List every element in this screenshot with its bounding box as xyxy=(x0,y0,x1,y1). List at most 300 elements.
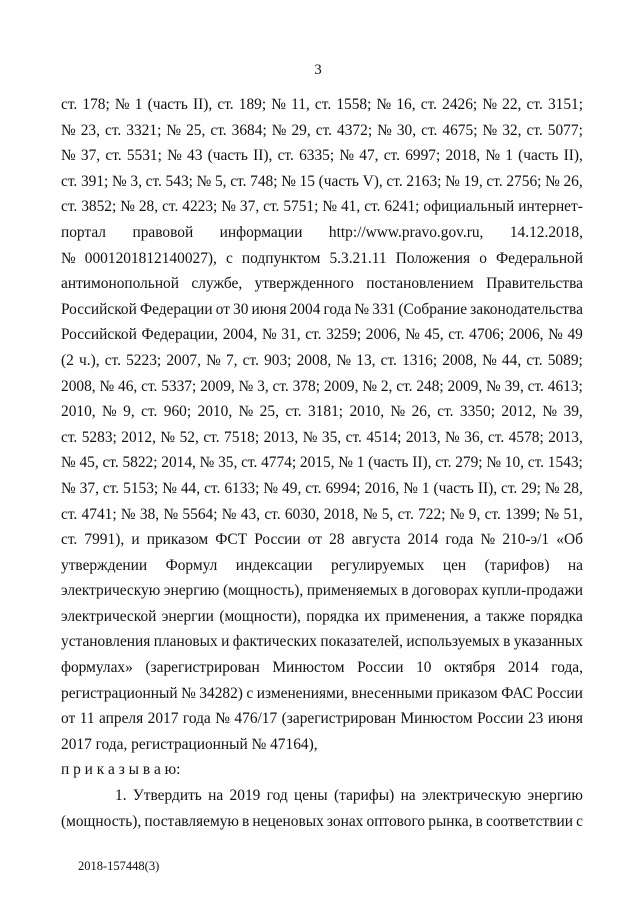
word: ст. xyxy=(396,377,413,395)
word: ФАС xyxy=(501,684,533,702)
word: № xyxy=(338,454,353,472)
word: № xyxy=(548,326,563,344)
word: приказом xyxy=(436,684,498,702)
word: и xyxy=(221,633,230,651)
word: 391; xyxy=(80,172,109,190)
text-line-last-content: 2017 года, регистрационный № 47164), xyxy=(61,735,318,753)
text-line-last xyxy=(61,732,583,758)
word: (зарегистрирован xyxy=(281,710,396,728)
word: 2010, xyxy=(61,403,96,421)
word: № xyxy=(166,121,182,139)
word: установления xyxy=(61,633,151,651)
word: № xyxy=(390,403,406,421)
text-line xyxy=(61,118,583,144)
word: 4675; xyxy=(442,121,478,139)
word: 3, xyxy=(257,377,269,395)
word: № xyxy=(61,147,76,165)
word: № xyxy=(112,172,127,190)
word: ст. xyxy=(141,403,158,421)
word: (2 xyxy=(61,351,74,369)
word: электрическую xyxy=(61,582,161,600)
word: 2019 xyxy=(229,787,261,805)
word: http://www.pravo.gov.ru, xyxy=(328,223,484,241)
word: «Об xyxy=(556,531,583,549)
word: в xyxy=(503,633,511,651)
word: 6030, xyxy=(284,505,320,523)
word: 210-э/1 xyxy=(502,531,550,549)
word: № xyxy=(61,479,76,497)
text-line xyxy=(61,194,583,220)
word: № xyxy=(221,505,237,523)
word: № xyxy=(263,479,279,497)
word: 178; xyxy=(82,96,110,113)
word: 34282) xyxy=(199,684,243,702)
word: 29; xyxy=(521,479,541,497)
word: 23 xyxy=(527,710,544,728)
word: 4774; xyxy=(261,454,297,472)
word: ст. xyxy=(141,377,158,395)
word: 25, xyxy=(259,403,279,421)
word: ст. xyxy=(102,454,119,472)
word: (часть xyxy=(433,479,474,497)
word: 43 xyxy=(187,147,203,165)
word: оптового xyxy=(366,812,426,830)
word: № xyxy=(544,479,560,497)
word: Минюстом xyxy=(272,659,345,677)
word: 7, xyxy=(225,351,238,369)
word: № xyxy=(545,172,560,190)
word: № xyxy=(482,96,498,113)
word: 4706; xyxy=(469,326,505,344)
word: и xyxy=(131,531,140,549)
word: 41, xyxy=(340,198,361,216)
word: 1 xyxy=(134,96,143,113)
word: V), xyxy=(362,172,383,190)
word: № xyxy=(322,198,338,216)
word: их xyxy=(364,607,381,625)
word: внесенными xyxy=(351,684,433,702)
word: ст. xyxy=(277,147,294,165)
word: ст. xyxy=(61,96,78,113)
word: рынка, xyxy=(428,812,473,830)
word: фактических xyxy=(232,633,317,651)
word: от xyxy=(307,531,323,549)
word: ст. xyxy=(305,326,322,344)
word: 37, xyxy=(79,479,99,497)
word: поставляемую xyxy=(144,812,239,830)
word: указанных xyxy=(513,633,583,651)
word: 10, xyxy=(504,454,524,472)
word: от xyxy=(215,300,230,318)
word: 25, xyxy=(186,121,206,139)
word: 6133; xyxy=(224,479,260,497)
word: № xyxy=(102,403,117,421)
word: 4578; xyxy=(508,428,544,446)
word: Правительства xyxy=(486,275,583,293)
word: № xyxy=(405,326,420,344)
word: 36, xyxy=(464,428,484,446)
word: интернет- xyxy=(518,198,583,216)
word: 3321; xyxy=(126,121,162,139)
word: 43, xyxy=(240,505,261,523)
word: ст. xyxy=(263,198,280,216)
word: ст. xyxy=(527,454,544,472)
word: используемых xyxy=(406,633,500,651)
word: II), xyxy=(477,479,498,497)
word: 37, xyxy=(80,147,101,165)
word: России xyxy=(254,531,301,549)
word: 4741; xyxy=(81,505,117,523)
word: 30 xyxy=(233,300,249,318)
word: 26, xyxy=(411,403,431,421)
word: № xyxy=(162,479,177,497)
text-line xyxy=(61,425,583,451)
word: 2018, xyxy=(323,505,359,523)
word: ст. xyxy=(105,147,122,165)
word: 2017 xyxy=(147,710,179,728)
word: ст. xyxy=(526,121,543,139)
word: 2012, xyxy=(501,403,537,421)
word: № xyxy=(196,172,212,190)
word: № xyxy=(486,377,501,395)
word: 1 xyxy=(356,454,365,472)
word: цены xyxy=(294,787,328,805)
word: № xyxy=(199,454,215,472)
word: 748; xyxy=(250,172,278,190)
word: (тарифы) xyxy=(333,787,395,805)
text-line xyxy=(61,502,583,528)
word: России xyxy=(357,659,404,677)
word: августа xyxy=(351,531,401,549)
word: 52, xyxy=(179,428,199,446)
text-line xyxy=(61,450,583,476)
word: с xyxy=(225,249,233,267)
word: № xyxy=(482,121,498,139)
word: энергии xyxy=(161,607,214,625)
footer-document-code: 2018-157448(3) xyxy=(78,859,160,873)
word: (мощность), xyxy=(222,582,304,600)
word: № xyxy=(61,454,76,472)
text-line xyxy=(61,322,583,348)
word: ст. xyxy=(421,121,438,139)
word: июня xyxy=(547,710,583,728)
word: 39, xyxy=(563,403,583,421)
word: 1399; xyxy=(505,505,541,523)
text-line xyxy=(61,220,583,246)
text-line xyxy=(61,578,583,604)
word: ст. xyxy=(210,121,227,139)
word: России xyxy=(477,710,524,728)
word: 6997; xyxy=(405,147,441,165)
word: подпунктом xyxy=(241,249,321,267)
word: 10 xyxy=(416,659,432,677)
word: с xyxy=(576,812,583,830)
word: № xyxy=(160,428,176,446)
word: 279; xyxy=(455,454,483,472)
word: 44, xyxy=(501,351,522,369)
word: утвержденного xyxy=(254,275,354,293)
word: 2009, xyxy=(323,377,359,395)
word: № xyxy=(114,96,130,113)
word: 6241; xyxy=(384,198,420,216)
word: ст. xyxy=(526,351,543,369)
word: 6335; xyxy=(299,147,335,165)
word: правовой xyxy=(132,223,194,241)
word: № xyxy=(486,454,501,472)
item-number: 1. xyxy=(115,787,127,805)
word: с xyxy=(246,684,254,702)
word: 47, xyxy=(359,147,379,165)
word: № xyxy=(261,326,277,344)
word: 4223; xyxy=(182,198,218,216)
word: 9, xyxy=(123,403,135,421)
word: 0001201812140027), xyxy=(84,249,217,267)
word: ст. xyxy=(526,96,543,113)
word: 2004 xyxy=(289,300,321,318)
text-line xyxy=(61,92,583,118)
word: 2014 xyxy=(407,531,439,549)
word: 3181; xyxy=(307,403,344,421)
word: ст. xyxy=(315,121,332,139)
word: ст. xyxy=(104,351,121,369)
word: ст. xyxy=(61,172,78,190)
word: № xyxy=(61,249,76,267)
word: 22, xyxy=(502,96,522,113)
word: 14.12.2018, xyxy=(509,223,583,241)
word: № xyxy=(167,147,182,165)
word: года, xyxy=(551,659,583,677)
word: регистрационный xyxy=(61,684,178,702)
word: 3852; xyxy=(81,198,117,216)
word: 2018, xyxy=(445,147,481,165)
word: в xyxy=(475,812,483,830)
word: 3350; xyxy=(459,403,495,421)
word: купли-продажи xyxy=(482,582,583,600)
word: ст. xyxy=(242,351,259,369)
word: постановлением xyxy=(366,275,474,293)
word: 3, xyxy=(130,172,142,190)
text-line xyxy=(61,169,583,195)
word: 2426; xyxy=(442,96,478,113)
text-line xyxy=(61,527,583,553)
word: 35, xyxy=(321,428,342,446)
word: на xyxy=(567,556,583,574)
word: ст. xyxy=(383,147,400,165)
word: ФСТ xyxy=(215,531,248,549)
word: энергию xyxy=(163,582,220,600)
word: 4613; xyxy=(547,377,583,395)
word: года xyxy=(323,300,352,318)
word: № xyxy=(99,377,115,395)
word: 6994; xyxy=(325,479,361,497)
word: Федерации xyxy=(139,300,213,318)
word: 2007, xyxy=(166,351,201,369)
word: 5089; xyxy=(547,351,583,369)
word: 16, xyxy=(396,96,416,113)
word: 2006, xyxy=(508,326,544,344)
text-line xyxy=(61,553,583,579)
word: 39, xyxy=(504,377,524,395)
word: Положения xyxy=(395,249,471,267)
word: 3151; xyxy=(547,96,583,113)
word: Российской xyxy=(61,326,137,344)
word: 2008, xyxy=(296,351,332,369)
word: 28, xyxy=(563,479,583,497)
word: 32, xyxy=(502,121,522,139)
word: 13, xyxy=(356,351,376,369)
word: 331 xyxy=(372,300,396,318)
word: (часть xyxy=(207,147,248,165)
word: 5, xyxy=(381,505,394,523)
word: ст. xyxy=(203,428,220,446)
text-line xyxy=(61,399,583,425)
word: 722; xyxy=(418,505,446,523)
word: на xyxy=(400,787,416,805)
word: 2014, xyxy=(161,454,196,472)
word: 3259; xyxy=(326,326,362,344)
word: ст. xyxy=(386,172,403,190)
word: ст. xyxy=(272,377,289,395)
word: 2008, xyxy=(61,377,96,395)
word: 26, xyxy=(563,172,583,190)
word: порядка xyxy=(530,607,583,625)
word: 2016, xyxy=(364,479,400,497)
word: в xyxy=(242,812,250,830)
word: 7991), xyxy=(84,531,125,549)
word: 960; xyxy=(163,403,192,421)
word: ст. xyxy=(217,96,234,113)
word: договорах xyxy=(412,582,479,600)
word: 2004, xyxy=(222,326,258,344)
word: ст. xyxy=(437,403,454,421)
word: год xyxy=(266,787,288,805)
word: 2010, xyxy=(197,403,233,421)
word: № xyxy=(377,121,392,139)
word: II), xyxy=(563,147,583,165)
word: применяемых xyxy=(306,582,398,600)
word: ч.), xyxy=(78,351,100,369)
word: ст. xyxy=(527,377,544,395)
word: ст. xyxy=(305,479,322,497)
word: № xyxy=(215,710,230,728)
order-word: п р и к а з ы в а ю: xyxy=(61,761,181,779)
text-line xyxy=(61,476,583,502)
word: Российской xyxy=(61,300,137,318)
word: 2013, xyxy=(405,428,441,446)
word: 5564; xyxy=(182,505,218,523)
word: № xyxy=(362,505,378,523)
word: применения, xyxy=(385,607,469,625)
word: 45, xyxy=(424,326,444,344)
word: ст. xyxy=(448,326,465,344)
word: ст. xyxy=(61,505,78,523)
word: ст. xyxy=(380,351,397,369)
word: № xyxy=(339,147,355,165)
word: ст. xyxy=(397,505,414,523)
word: 2010, xyxy=(349,403,385,421)
word: ст. xyxy=(264,505,281,523)
item-line-1 xyxy=(61,783,583,809)
word: ст. xyxy=(486,172,503,190)
word: № xyxy=(61,121,76,139)
word: плановых xyxy=(153,633,218,651)
word: ст. xyxy=(61,531,78,549)
word: 2013, xyxy=(263,428,299,446)
word: (часть xyxy=(518,147,559,165)
word: о xyxy=(479,249,487,267)
word: электрическую xyxy=(421,787,522,805)
word: 11, xyxy=(291,96,310,113)
word: (часть xyxy=(147,96,188,113)
word: № xyxy=(238,377,254,395)
word: 2014 xyxy=(507,659,539,677)
word: № xyxy=(221,198,236,216)
word: 2013, xyxy=(548,428,583,446)
word: от xyxy=(61,710,76,728)
word: № xyxy=(120,505,136,523)
word: регулируемых xyxy=(331,556,425,574)
word: утверждении xyxy=(61,556,148,574)
word: 4514; xyxy=(366,428,402,446)
word: 29, xyxy=(291,121,311,139)
word: 46, xyxy=(118,377,138,395)
word: № xyxy=(403,479,418,497)
word: № xyxy=(376,96,392,113)
word: года xyxy=(182,710,211,728)
word: ст. xyxy=(484,505,501,523)
word: формулах» xyxy=(61,659,133,677)
word: порядка xyxy=(306,607,359,625)
word: 9, xyxy=(468,505,481,523)
word: № xyxy=(445,172,460,190)
word: 7518; xyxy=(224,428,260,446)
word: изменениями, xyxy=(256,684,348,702)
word: 44, xyxy=(180,479,201,497)
word: 189; xyxy=(238,96,267,113)
word: ст. xyxy=(204,479,221,497)
word: 1558; xyxy=(336,96,372,113)
word: 19, xyxy=(463,172,483,190)
word: года xyxy=(445,531,474,549)
word: № xyxy=(482,351,497,369)
word: также xyxy=(486,607,525,625)
word: неценовых xyxy=(252,812,324,830)
word: 49 xyxy=(567,326,583,344)
word: (часть xyxy=(318,172,359,190)
word: II), xyxy=(193,96,213,113)
word: № xyxy=(542,403,558,421)
word: 23, xyxy=(80,121,100,139)
word: 476/17 xyxy=(234,710,278,728)
word: 1 xyxy=(421,479,430,497)
word: 45, xyxy=(79,454,99,472)
word: (мощность), xyxy=(61,812,142,830)
text-line xyxy=(61,297,583,323)
word: 2, xyxy=(380,377,393,395)
word: 378; xyxy=(292,377,320,395)
word: 2009, xyxy=(447,377,483,395)
word: электрической xyxy=(61,607,157,625)
word: 2015, xyxy=(299,454,335,472)
word: ст. xyxy=(285,403,302,421)
word: № xyxy=(485,147,501,165)
word: № xyxy=(206,351,221,369)
word: ст. xyxy=(145,172,162,190)
word: 2008, xyxy=(442,351,477,369)
word: 5283; xyxy=(81,428,117,446)
word: 37, xyxy=(239,198,260,216)
word: 5077; xyxy=(547,121,583,139)
